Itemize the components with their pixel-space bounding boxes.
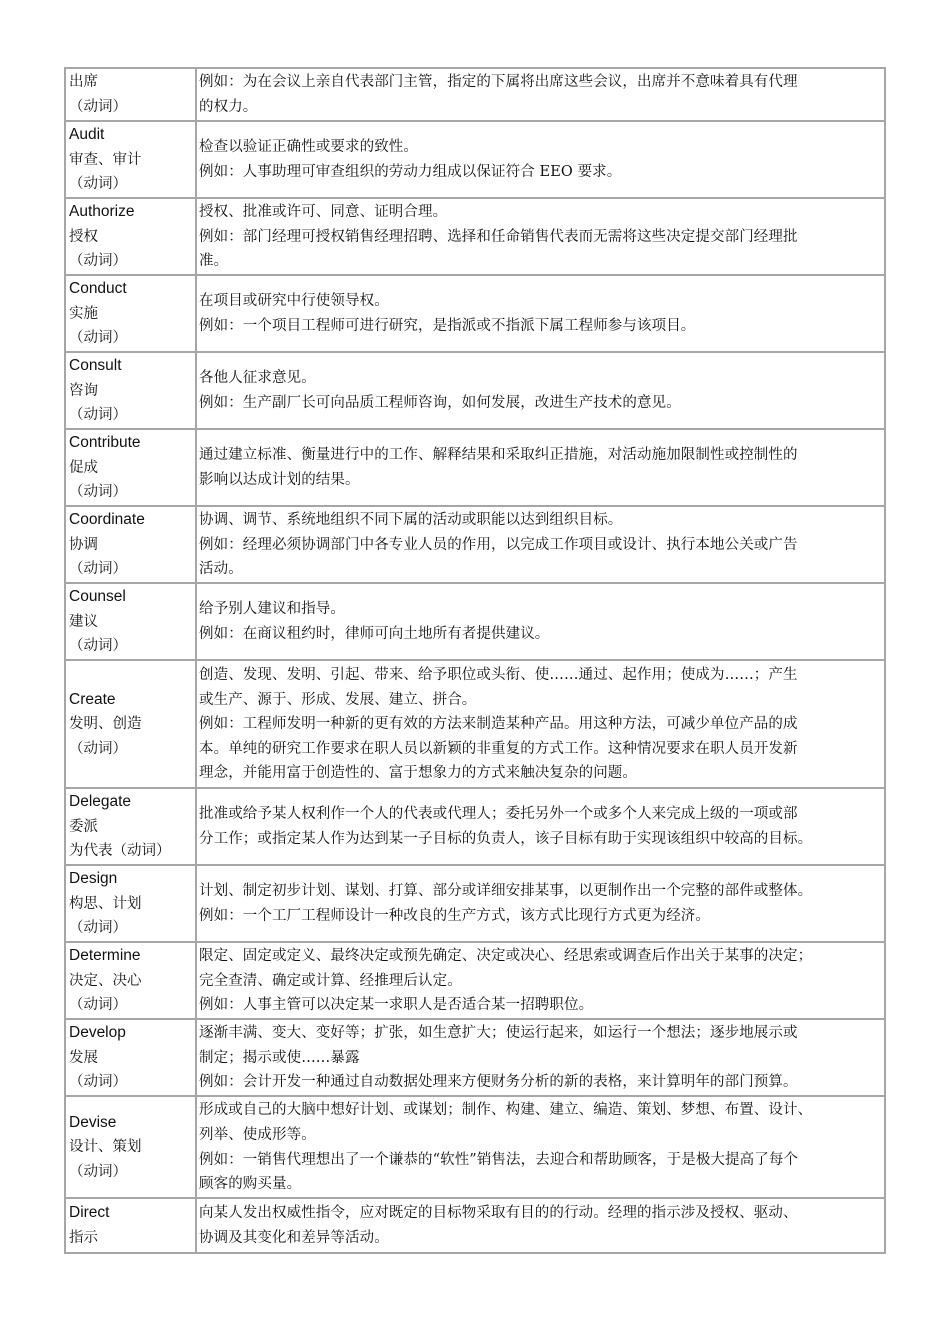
definition-cell bbox=[197, 661, 884, 787]
definition-line: 影响以达成计划的结果。 bbox=[199, 472, 360, 488]
term-chinese: 出席 bbox=[69, 74, 98, 91]
definition-line: 顾客的购买量。 bbox=[199, 1176, 302, 1193]
definition-line: 的权力。 bbox=[199, 99, 258, 115]
definition-line: 例如：经理必须协调部门中各专业人员的作用，以完成工作项目或设计、执行本地公关或广告 bbox=[199, 536, 798, 553]
term-english: Delegate bbox=[69, 793, 132, 811]
glossary-table bbox=[64, 67, 886, 1254]
definition-line: 给予别人建议和指导。 bbox=[199, 601, 345, 618]
table-row bbox=[66, 1097, 884, 1199]
definition-line: 分工作；或指定某人作为达到某一子目标的负责人，该子目标有助于实现该组织中较高的目标。 bbox=[199, 831, 813, 847]
definition-line: 向某人发出权威性指令，应对既定的目标物采取有目的的行动。经理的指示涉及授权、驱动、 bbox=[199, 1205, 798, 1222]
term-cell bbox=[66, 507, 197, 582]
definition-line: 形成或自己的大脑中想好计划、或谋划；制作、构建、建立、编造、策划、梦想、布置、设计、 bbox=[199, 1102, 813, 1119]
definition-line: 例如：人事主管可以决定某一求职人是否适合某一招聘职位。 bbox=[199, 997, 594, 1014]
definition-line: 本。单纯的研究工作要求在职人员以新颖的非重复的方式工作。这种情况要求在职人员开发新 bbox=[199, 740, 798, 757]
term-english: Determine bbox=[69, 947, 141, 965]
table-row bbox=[66, 276, 884, 353]
term-cell bbox=[66, 1020, 197, 1095]
term-cell bbox=[66, 69, 197, 120]
table-row bbox=[66, 661, 884, 789]
term-cell bbox=[66, 866, 197, 941]
term-english: Coordinate bbox=[69, 511, 145, 529]
definition-line: 例如：会计开发一种通过自动数据处理来方便财务分析的新的表格，来计算明年的部门预算。 bbox=[199, 1074, 798, 1091]
part-of-speech: （动词） bbox=[69, 561, 127, 578]
part-of-speech: （动词） bbox=[69, 176, 127, 193]
part-of-speech: （动词） bbox=[69, 99, 127, 115]
term-english: Develop bbox=[69, 1024, 126, 1042]
definition-line: 计划、制定初步计划、谋划、打算、部分或详细安排某事，以更制作出一个完整的部件或整体。 bbox=[199, 883, 813, 900]
definition-cell bbox=[197, 507, 884, 582]
term-chinese: 审查、审计 bbox=[69, 151, 142, 168]
definition-cell bbox=[197, 1097, 884, 1197]
definition-cell bbox=[197, 122, 884, 197]
term-english: Devise bbox=[69, 1113, 117, 1131]
definition-line: 创造、发现、发明、引起、带来、给予职位或头衔、使……通过、起作用；使成为……；产生 bbox=[199, 667, 798, 684]
table-row bbox=[66, 584, 884, 661]
part-of-speech: （动词） bbox=[69, 1163, 127, 1180]
term-cell bbox=[66, 943, 197, 1018]
term-english: Authorize bbox=[69, 203, 135, 221]
term-english: Conduct bbox=[69, 280, 127, 298]
term-cell bbox=[66, 276, 197, 351]
term-english: Counsel bbox=[69, 588, 126, 606]
definition-line: 例如：一个工厂工程师设计一种改良的生产方式，该方式比现行方式更为经济。 bbox=[199, 908, 710, 924]
definition-cell bbox=[197, 1020, 884, 1095]
part-of-speech: （动词） bbox=[69, 1074, 127, 1091]
definition-line: 例如：为在会议上亲自代表部门主管，指定的下属将出席这些会议，出席并不意味着具有代理 bbox=[199, 74, 798, 91]
term-chinese: 发明、创造 bbox=[69, 716, 142, 733]
definition-cell bbox=[197, 789, 884, 864]
term-chinese: 促成 bbox=[69, 459, 98, 476]
definition-cell bbox=[197, 430, 884, 505]
term-english: Create bbox=[69, 690, 116, 708]
definition-cell bbox=[197, 584, 884, 659]
term-chinese: 咨询 bbox=[69, 382, 98, 399]
part-of-speech: （动词） bbox=[69, 920, 127, 937]
definition-line: 逐渐丰满、变大、变好等；扩张，如生意扩大；使运行起来，如运行一个想法；逐步地展示或 bbox=[199, 1025, 798, 1042]
term-cell bbox=[66, 430, 197, 505]
term-english: Audit bbox=[69, 126, 105, 144]
term-cell bbox=[66, 353, 197, 428]
part-of-speech: （动词） bbox=[69, 484, 127, 501]
term-chinese: 设计、策划 bbox=[69, 1139, 142, 1156]
definition-cell bbox=[197, 353, 884, 428]
term-cell bbox=[66, 1199, 197, 1252]
definition-cell bbox=[197, 943, 884, 1018]
definition-line: 完全查清、确定或计算、经推理后认定。 bbox=[199, 972, 462, 989]
definition-line: 授权、批准或许可、同意、证明合理。 bbox=[199, 204, 448, 221]
definition-line: 例如：人事助理可审查组织的劳动力组成以保证符合 EEO 要求。 bbox=[199, 164, 622, 180]
table-row bbox=[66, 1199, 884, 1252]
term-cell bbox=[66, 199, 197, 274]
table-row bbox=[66, 866, 884, 943]
definition-line: 理念，并能用富于创造性的、富于想象力的方式来触决复杂的问题。 bbox=[199, 765, 637, 782]
table-row bbox=[66, 789, 884, 866]
definition-line: 或生产、源于、形成、发展、建立、拼合。 bbox=[199, 691, 477, 708]
table-row bbox=[66, 69, 884, 122]
term-chinese: 授权 bbox=[69, 228, 98, 245]
part-of-speech: 为代表（动词） bbox=[69, 843, 171, 860]
part-of-speech: （动词） bbox=[69, 253, 127, 270]
definition-line: 准。 bbox=[199, 253, 229, 270]
table-row bbox=[66, 1020, 884, 1097]
definition-line: 例如：工程师发明一种新的更有效的方法来制造某种产品。用这种方法，可减少单位产品的成 bbox=[199, 716, 798, 733]
term-chinese: 构思、计划 bbox=[69, 895, 142, 912]
definition-line: 通过建立标准、衡量进行中的工作、解释结果和采取纠正措施，对活动施加限制性或控制性的 bbox=[199, 447, 798, 464]
table-row bbox=[66, 507, 884, 584]
definition-cell bbox=[197, 866, 884, 941]
term-chinese: 委派 bbox=[69, 818, 98, 835]
table-row bbox=[66, 943, 884, 1020]
part-of-speech: （动词） bbox=[69, 740, 127, 757]
definition-line: 例如：在商议租约时，律师可向土地所有者提供建议。 bbox=[199, 626, 550, 642]
table-row bbox=[66, 430, 884, 507]
term-english: Contribute bbox=[69, 434, 141, 452]
part-of-speech: （动词） bbox=[69, 330, 127, 347]
definition-line: 活动。 bbox=[199, 561, 243, 578]
definition-line: 例如：生产副厂长可向品质工程师咨询，如何发展，改进生产技术的意见。 bbox=[199, 395, 681, 411]
term-cell bbox=[66, 661, 197, 787]
term-chinese: 建议 bbox=[69, 613, 98, 630]
definition-line: 列举、使成形等。 bbox=[199, 1126, 316, 1143]
term-cell bbox=[66, 584, 197, 659]
definition-line: 批准或给予某人权利作一个人的代表或代理人；委托另外一个或多个人来完成上级的一项或部 bbox=[199, 806, 798, 823]
definition-line: 在项目或研究中行使领导权。 bbox=[199, 293, 389, 310]
definition-line: 例如：一个项目工程师可进行研究，是指派或不指派下属工程师参与该项目。 bbox=[199, 318, 696, 334]
table-row bbox=[66, 122, 884, 199]
definition-line: 例如：一销售代理想出了一个谦恭的“软性”销售法，去迎合和帮助顾客，于是极大提高了每个 bbox=[199, 1151, 799, 1168]
term-cell bbox=[66, 789, 197, 864]
definition-cell bbox=[197, 69, 884, 120]
term-chinese: 实施 bbox=[69, 305, 98, 322]
term-english: Consult bbox=[69, 357, 122, 375]
table-row bbox=[66, 353, 884, 430]
term-english: Design bbox=[69, 870, 118, 888]
definition-line: 检查以验证正确性或要求的致性。 bbox=[199, 139, 418, 156]
term-chinese: 协调 bbox=[69, 536, 98, 553]
definition-cell bbox=[197, 276, 884, 351]
definition-cell bbox=[197, 1199, 884, 1252]
table-row bbox=[66, 199, 884, 276]
part-of-speech: （动词） bbox=[69, 638, 127, 655]
term-cell bbox=[66, 1097, 197, 1197]
term-cell bbox=[66, 122, 197, 197]
definition-line: 限定、固定或定义、最终决定或预先确定、决定或决心、经思索或调查后作出关于某事的决定； bbox=[199, 948, 813, 965]
part-of-speech: （动词） bbox=[69, 407, 127, 424]
definition-line: 协调及其变化和差异等活动。 bbox=[199, 1230, 389, 1246]
part-of-speech: （动词） bbox=[69, 997, 127, 1014]
definition-line: 各他人征求意见。 bbox=[199, 370, 316, 387]
definition-line: 例如：部门经理可授权销售经理招聘、选择和任命销售代表而无需将这些决定提交部门经理批 bbox=[199, 228, 798, 245]
definition-cell bbox=[197, 199, 884, 274]
definition-line: 制定；揭示或使……暴露 bbox=[199, 1049, 360, 1066]
term-chinese: 决定、决心 bbox=[69, 972, 142, 989]
term-chinese: 发展 bbox=[69, 1049, 98, 1066]
definition-line: 协调、调节、系统地组织不同下属的活动或职能以达到组织目标。 bbox=[199, 512, 623, 529]
term-english: Direct bbox=[69, 1204, 110, 1222]
term-chinese: 指示 bbox=[69, 1230, 98, 1246]
